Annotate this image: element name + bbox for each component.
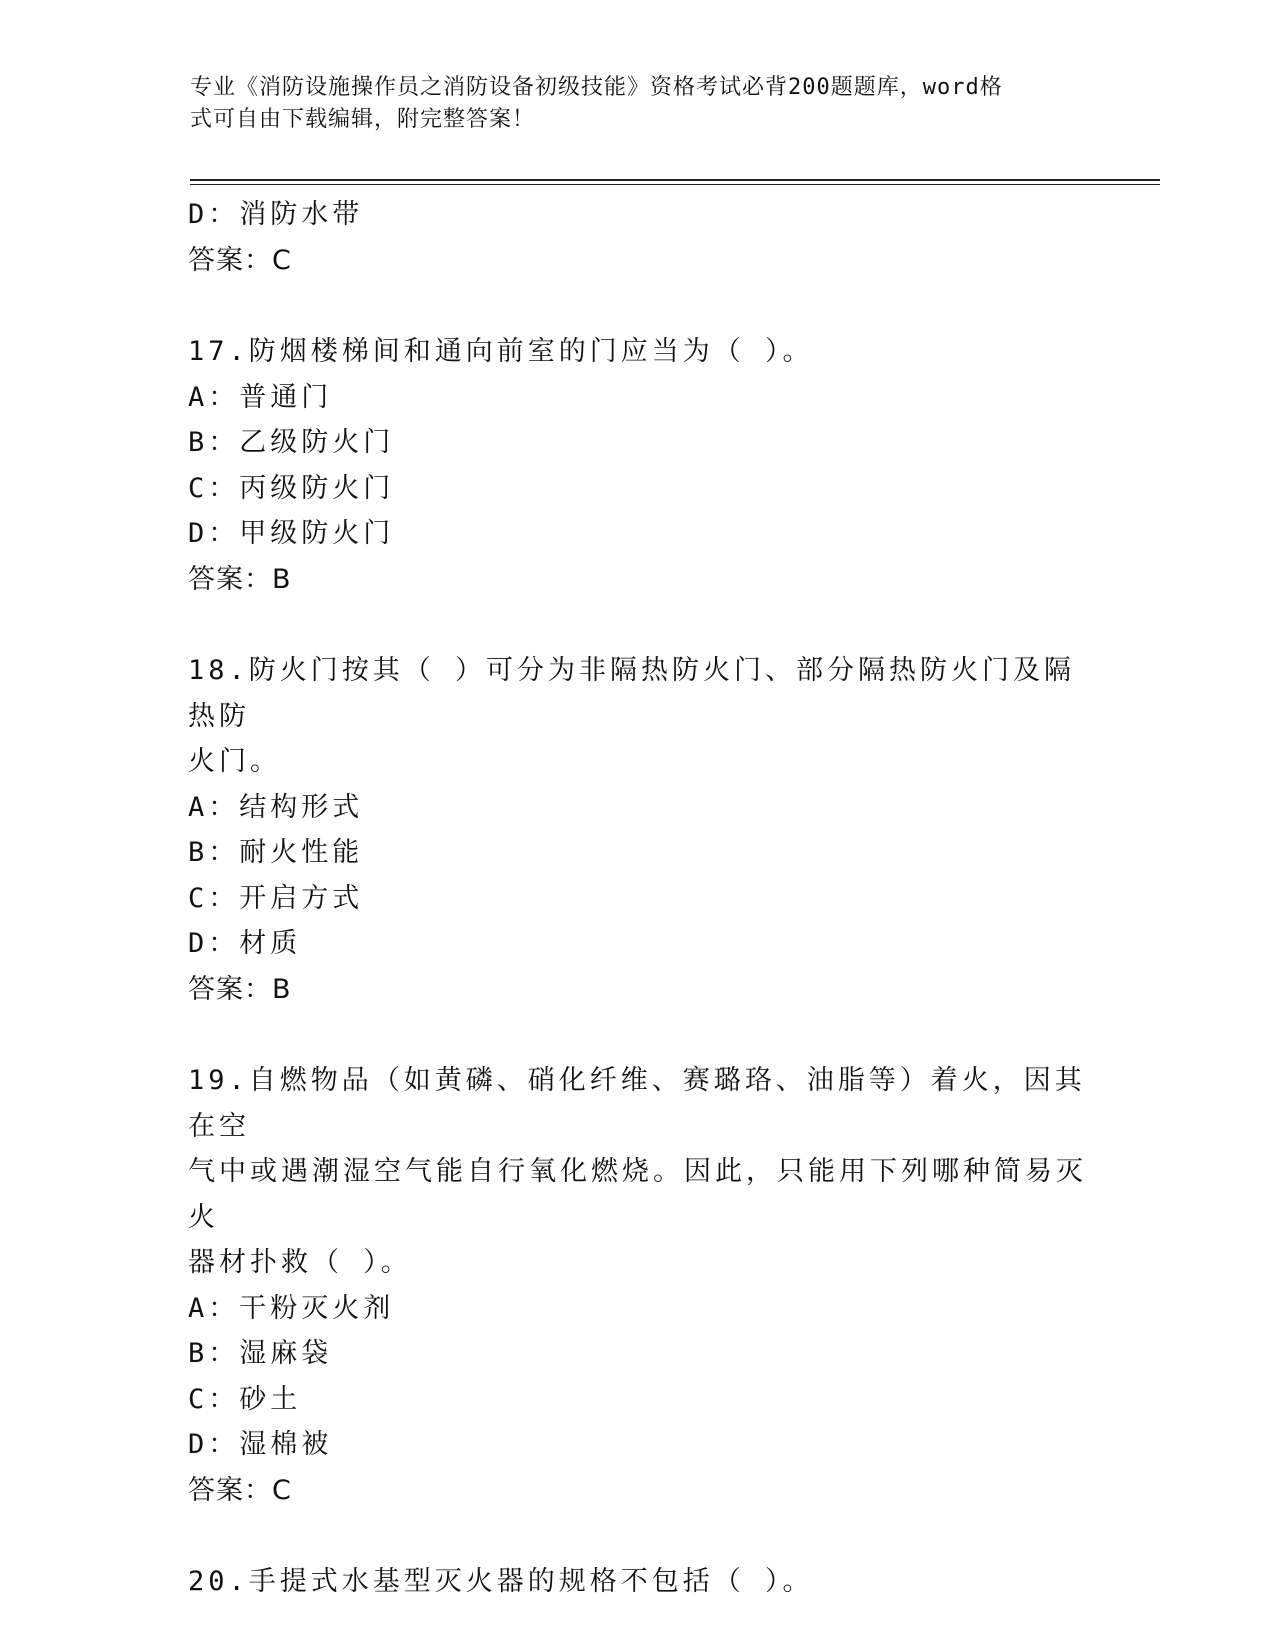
stem-line: 19.自燃物品（如黄磷、硝化纤维、赛璐珞、油脂等）着火，因其在空 — [188, 1065, 1086, 1142]
option-c: C：丙级防火门 — [188, 472, 395, 504]
header-divider-thick — [190, 179, 1160, 181]
answer-line: 答案：B — [188, 563, 292, 595]
option-c: C：砂土 — [188, 1383, 302, 1415]
option-c: C：开启方式 — [188, 882, 364, 914]
answer-line: 答案：C — [188, 1474, 292, 1506]
previous-question-tail — [188, 192, 1088, 283]
header-line-2: 式可自由下载编辑，附完整答案！ — [190, 107, 536, 132]
stem-line: 气中或遇潮湿空气能自行氧化燃烧。因此，只能用下列哪种简易灭火 — [188, 1156, 1087, 1233]
option-b: B：湿麻袋 — [188, 1338, 333, 1369]
stem-line: 20.手提式水基型灭火器的规格不包括（ ）。 — [188, 1566, 814, 1597]
header-line-1: 专业《消防设施操作员之消防设备初级技能》资格考试必背200题题库，word格 — [190, 75, 1003, 100]
stem-line: 18.防火门按其（ ）可分为非隔热防火门、部分隔热防火门及隔热防 — [188, 655, 1076, 732]
answer-line: 答案：B — [188, 973, 292, 1005]
question-17 — [188, 329, 1088, 602]
stem-line: 火门。 — [188, 746, 281, 777]
option-d: D：材质 — [188, 928, 302, 959]
option-d: D：甲级防火门 — [188, 518, 395, 549]
stem-line: 器材扑救（ ）。 — [188, 1247, 412, 1278]
question-list — [188, 192, 1088, 1605]
header-divider-thin — [190, 184, 1160, 185]
option-d: D：消防水带 — [188, 199, 364, 230]
question-stem — [188, 648, 1088, 785]
question-stem — [188, 329, 1088, 375]
option-d: D：湿棉被 — [188, 1429, 333, 1460]
question-18 — [188, 648, 1088, 1012]
question-stem — [188, 1559, 1088, 1605]
answer-line: 答案：C — [188, 244, 292, 276]
option-a: A：普通门 — [188, 381, 333, 413]
question-stem — [188, 1058, 1088, 1286]
option-b: B：耐火性能 — [188, 837, 364, 868]
question-20 — [188, 1559, 1088, 1605]
stem-line: 17.防烟楼梯间和通向前室的门应当为（ ）。 — [188, 336, 814, 367]
document-header — [190, 72, 1080, 136]
question-19 — [188, 1058, 1088, 1513]
option-a: A：干粉灭火剂 — [188, 1292, 395, 1324]
option-a: A：结构形式 — [188, 791, 364, 823]
option-b: B：乙级防火门 — [188, 427, 395, 458]
